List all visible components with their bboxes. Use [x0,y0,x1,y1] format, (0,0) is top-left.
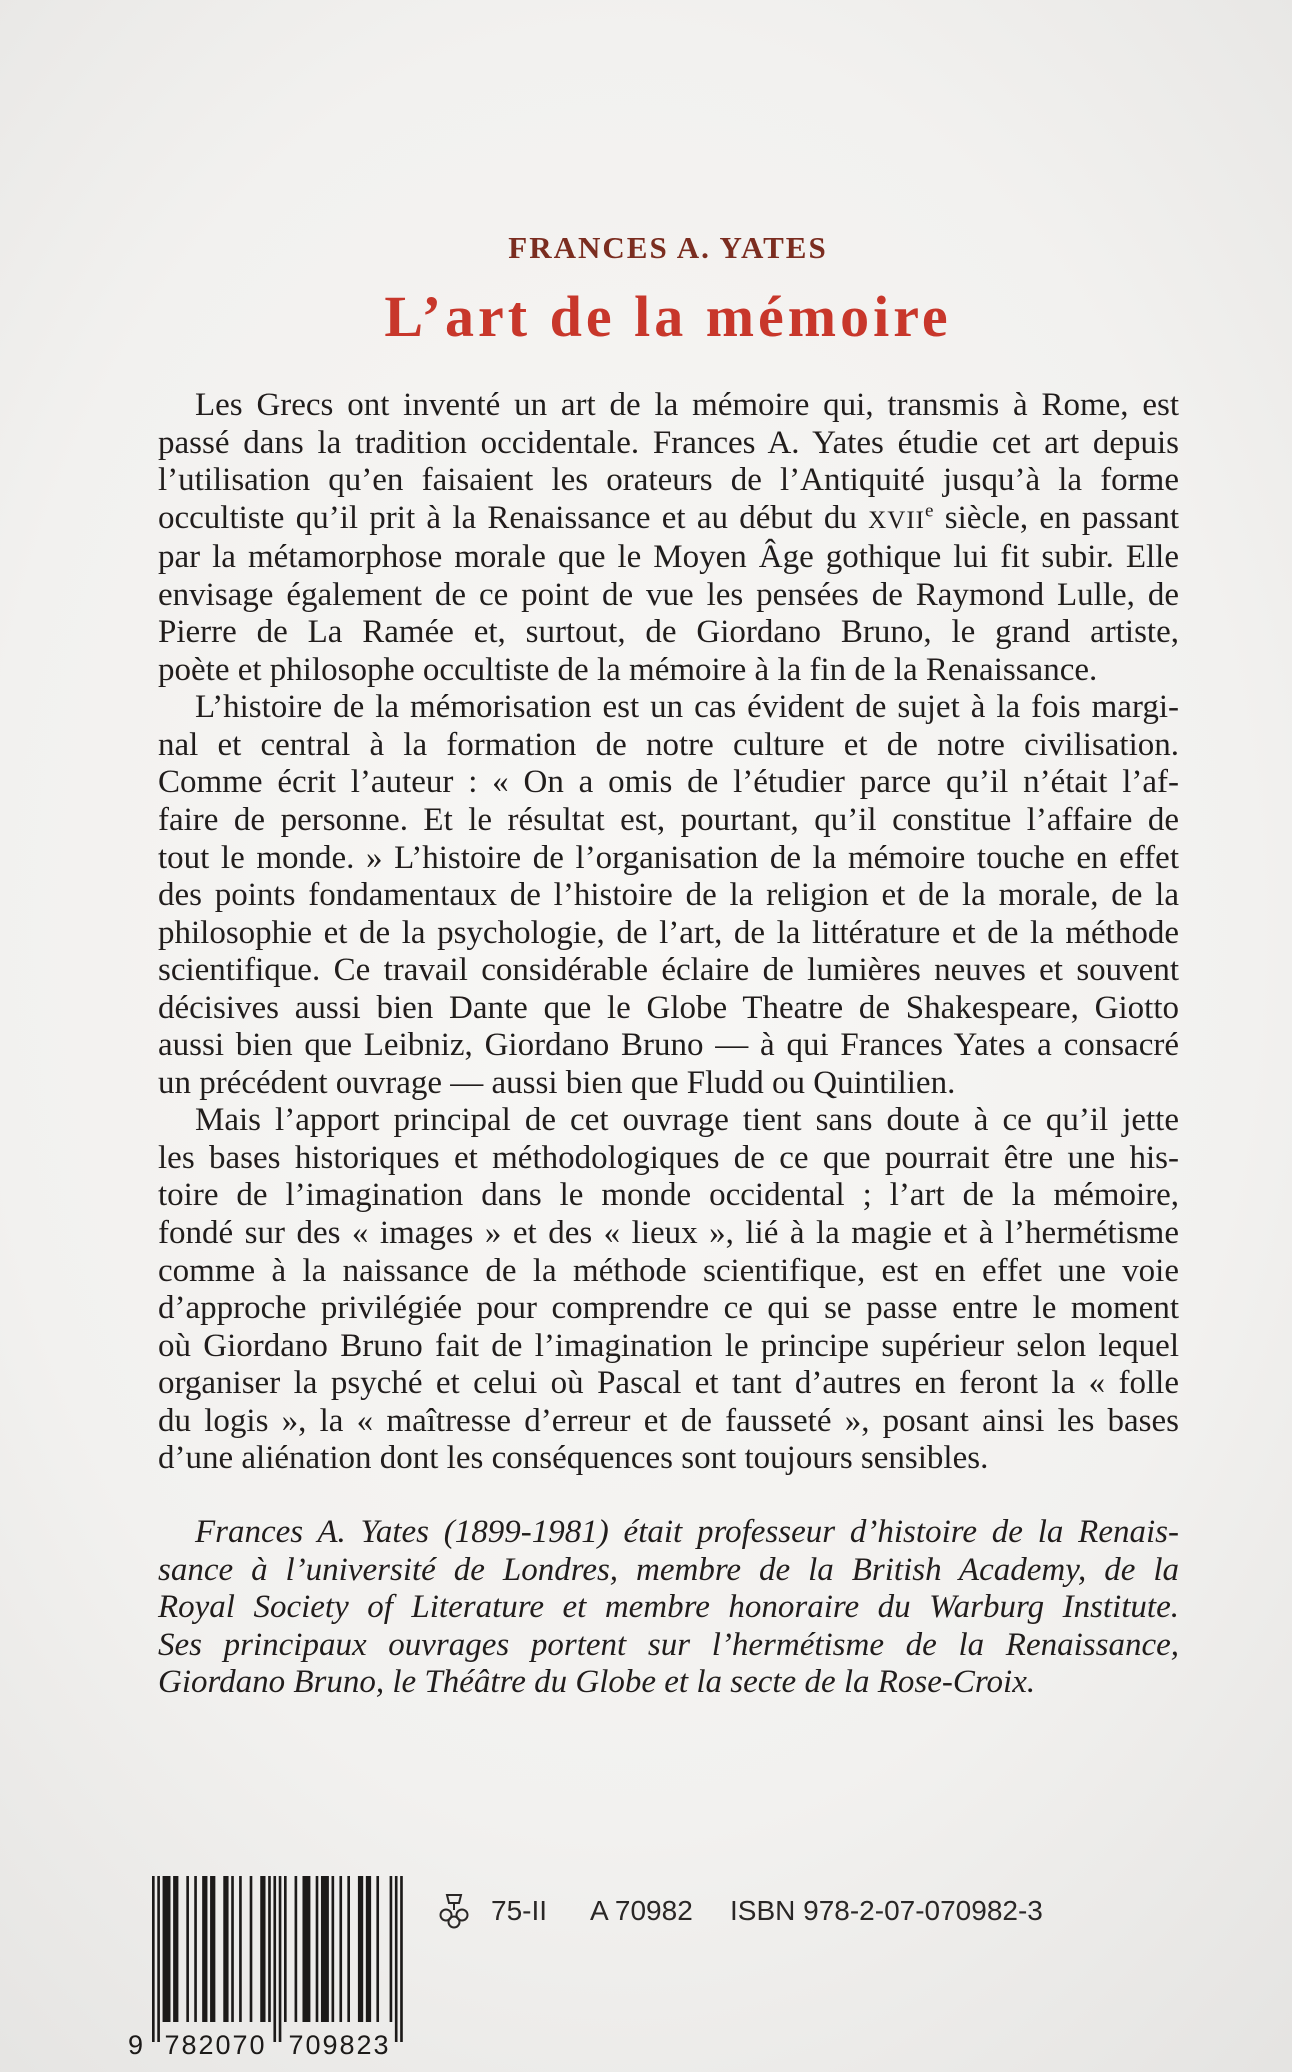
barcode-bar [347,1876,350,2022]
blurb-line: fondé sur des « images » et des « lieux », lié à la magie et à l’hermétisme [158,1215,1179,1252]
logo-loop [449,1917,460,1928]
blurb-line: tout le monde. » L’histoire de l’organisation de la mémoire touche en effet [158,839,1179,876]
line-text: siècle, en passant [933,499,1179,536]
barcode-digit-first: 9 [128,2030,144,2060]
blurb-line: aussi bien que Leibniz, Giordano Bruno — à qui Frances Yates a consacré [158,1027,1179,1064]
barcode-bar [250,1876,253,2022]
blurb-line: Pierre de La Ramée et, surtout, de Giordano Bruno, le grand artiste, [158,614,1179,651]
author-name: FRANCES A. YATES [508,230,828,265]
barcode-bar [194,1876,197,2022]
barcode-bar [279,1876,282,2042]
barcode-bar [366,1876,371,2022]
blurb-paragraph [158,1102,1179,1477]
barcode-bar [152,1876,155,2042]
blurb-line: un précédent ouvrage — aussi bien que Fludd ou Quintilien. [158,1064,956,1101]
barcode-bar [202,1876,207,2022]
blurb-line: nal et central à la formation de notre culture et de notre civilisation. [158,726,1179,763]
barcode-bar [302,1876,310,2022]
isbn: ISBN 978-2-07-070982-3 [730,1895,1043,1926]
line-text: occultiste qu’il prit à la Renaissance et au début du [158,499,869,536]
blurb-line: L’histoire de la mémorisation est un cas évident de sujet à la fois margi- [195,689,1179,726]
barcode-bar [316,1876,319,2022]
bio-line: sance à l’université de Londres, membre de la British Academy, de la [158,1551,1179,1588]
blurb-line: Mais l’apport principal de cet ouvrage tient sans doute à ce qu’il jette [195,1102,1179,1139]
barcode-bar [400,1876,403,2042]
blurb-line: passé dans la tradition occidentale. Frances A. Yates étudie cet art depuis [158,424,1179,461]
bio-line: Giordano Bruno, le Théâtre du Globe et la secte de la Rose-Croix. [158,1664,1036,1701]
blurb-line: toire de l’imagination dans le monde occidental ; l’art de la mémoire, [158,1177,1179,1214]
blurb-line: Les Grecs ont inventé un art de la mémoire qui, transmis à Rome, est [195,387,1179,423]
blurb-line: envisage également de ce point de vue les pensées de Raymond Lulle, de [158,576,1179,613]
barcode-bar [273,1876,276,2042]
blurb-paragraph [158,689,1179,1102]
blurb-line: faire de personne. Et le résultat est, pourtant, qu’il constitue l’affaire de [158,802,1179,839]
bio-line: Royal Society of Literature et membre honoraire du Warburg Institute. [158,1589,1179,1626]
barcode-bar [390,1876,393,2022]
logo-top-shape [447,1895,461,1903]
barcode-bar [210,1876,215,2022]
barcode-bar [186,1876,189,2022]
barcode-bar [395,1876,398,2042]
barcode-bar [376,1876,379,2022]
blurb-line: les bases historiques et méthodologiques de ce que pourrait être une his- [158,1139,1179,1176]
blurb-line: l’utilisation qu’en faisaient les orateurs de l’Antiquité jusqu’à la forme [158,462,1179,499]
barcode-digits-right: 709823 [288,2030,391,2060]
blurb-line: comme à la naissance de la méthode scientifique, est en effet une voie [158,1252,1179,1289]
barcode-bar [268,1876,271,2022]
blurb-paragraph [158,387,1179,689]
author-bio [158,1514,1179,1702]
catalog-code: 75-II [491,1895,548,1926]
bio-line: Ses principaux ouvrages portent sur l’hermétisme de la Renaissance, [158,1626,1179,1663]
book-title: L’art de la mémoire [384,284,952,349]
century-superscript: e [925,500,934,522]
publisher-reference: A 70982 [590,1895,693,1926]
barcode-bar [223,1876,228,2022]
barcode-bar [173,1876,178,2022]
barcode-bar [295,1876,298,2022]
blurb-line: organiser la psyché et celui où Pascal et tant d’autres en feront la « folle [158,1365,1179,1402]
barcode-bar [163,1876,171,2022]
blurb [158,387,1179,1478]
barcode-bar [321,1876,329,2022]
blurb-line: des points fondamentaux de l’histoire de la religion et de la morale, de la [158,877,1179,914]
blurb-line: scientifique. Ce travail considérable éclaire de lumières neuves et souvent [158,952,1179,989]
barcode-bar [157,1876,160,2042]
blurb-line: Comme écrit l’auteur : « On a omis de l’étudier parce qu’il n’était l’af- [158,764,1179,801]
blurb-line: d’une aliénation dont les conséquences sont toujours sensibles. [158,1440,989,1477]
blurb-line: du logis », la « maîtresse d’erreur et de fausseté », posant ainsi les bases [158,1402,1179,1439]
blurb-line: poète et philosophe occultiste de la mémoire à la fin de la Renaissance. [158,651,1098,688]
blurb-line: d’approche privilégiée pour comprendre ce qui se passe entre le moment [158,1290,1179,1327]
blurb-line [158,500,1179,540]
barcode-digits-left: 782070 [164,2030,267,2060]
blurb-line: où Giordano Bruno fait de l’imagination le principe supérieur selon lequel [158,1327,1179,1364]
barcode-bar [239,1876,242,2022]
century-numeral: XVII [868,506,926,534]
barcode-bar [332,1876,335,2022]
barcode-bar [358,1876,363,2022]
blurb-line: décisives aussi bien Dante que le Globe Theatre de Shakespeare, Giotto [158,989,1179,1026]
publisher-logo-icon [433,1892,475,1930]
barcode-bar [284,1876,287,2022]
barcode-bar [339,1876,342,2022]
bio-line: Frances A. Yates (1899-1981) était professeur d’histoire de la Renais- [195,1514,1179,1550]
barcode-bar [231,1876,234,2022]
blurb-line: philosophie et de la psychologie, de l’art, de la littérature et de la méthode [158,914,1179,951]
ean13-barcode [150,1876,406,2046]
blurb-line: par la métamorphose morale que le Moyen Âge gothique lui fit subir. Elle [158,539,1179,576]
barcode-bar [260,1876,265,2022]
